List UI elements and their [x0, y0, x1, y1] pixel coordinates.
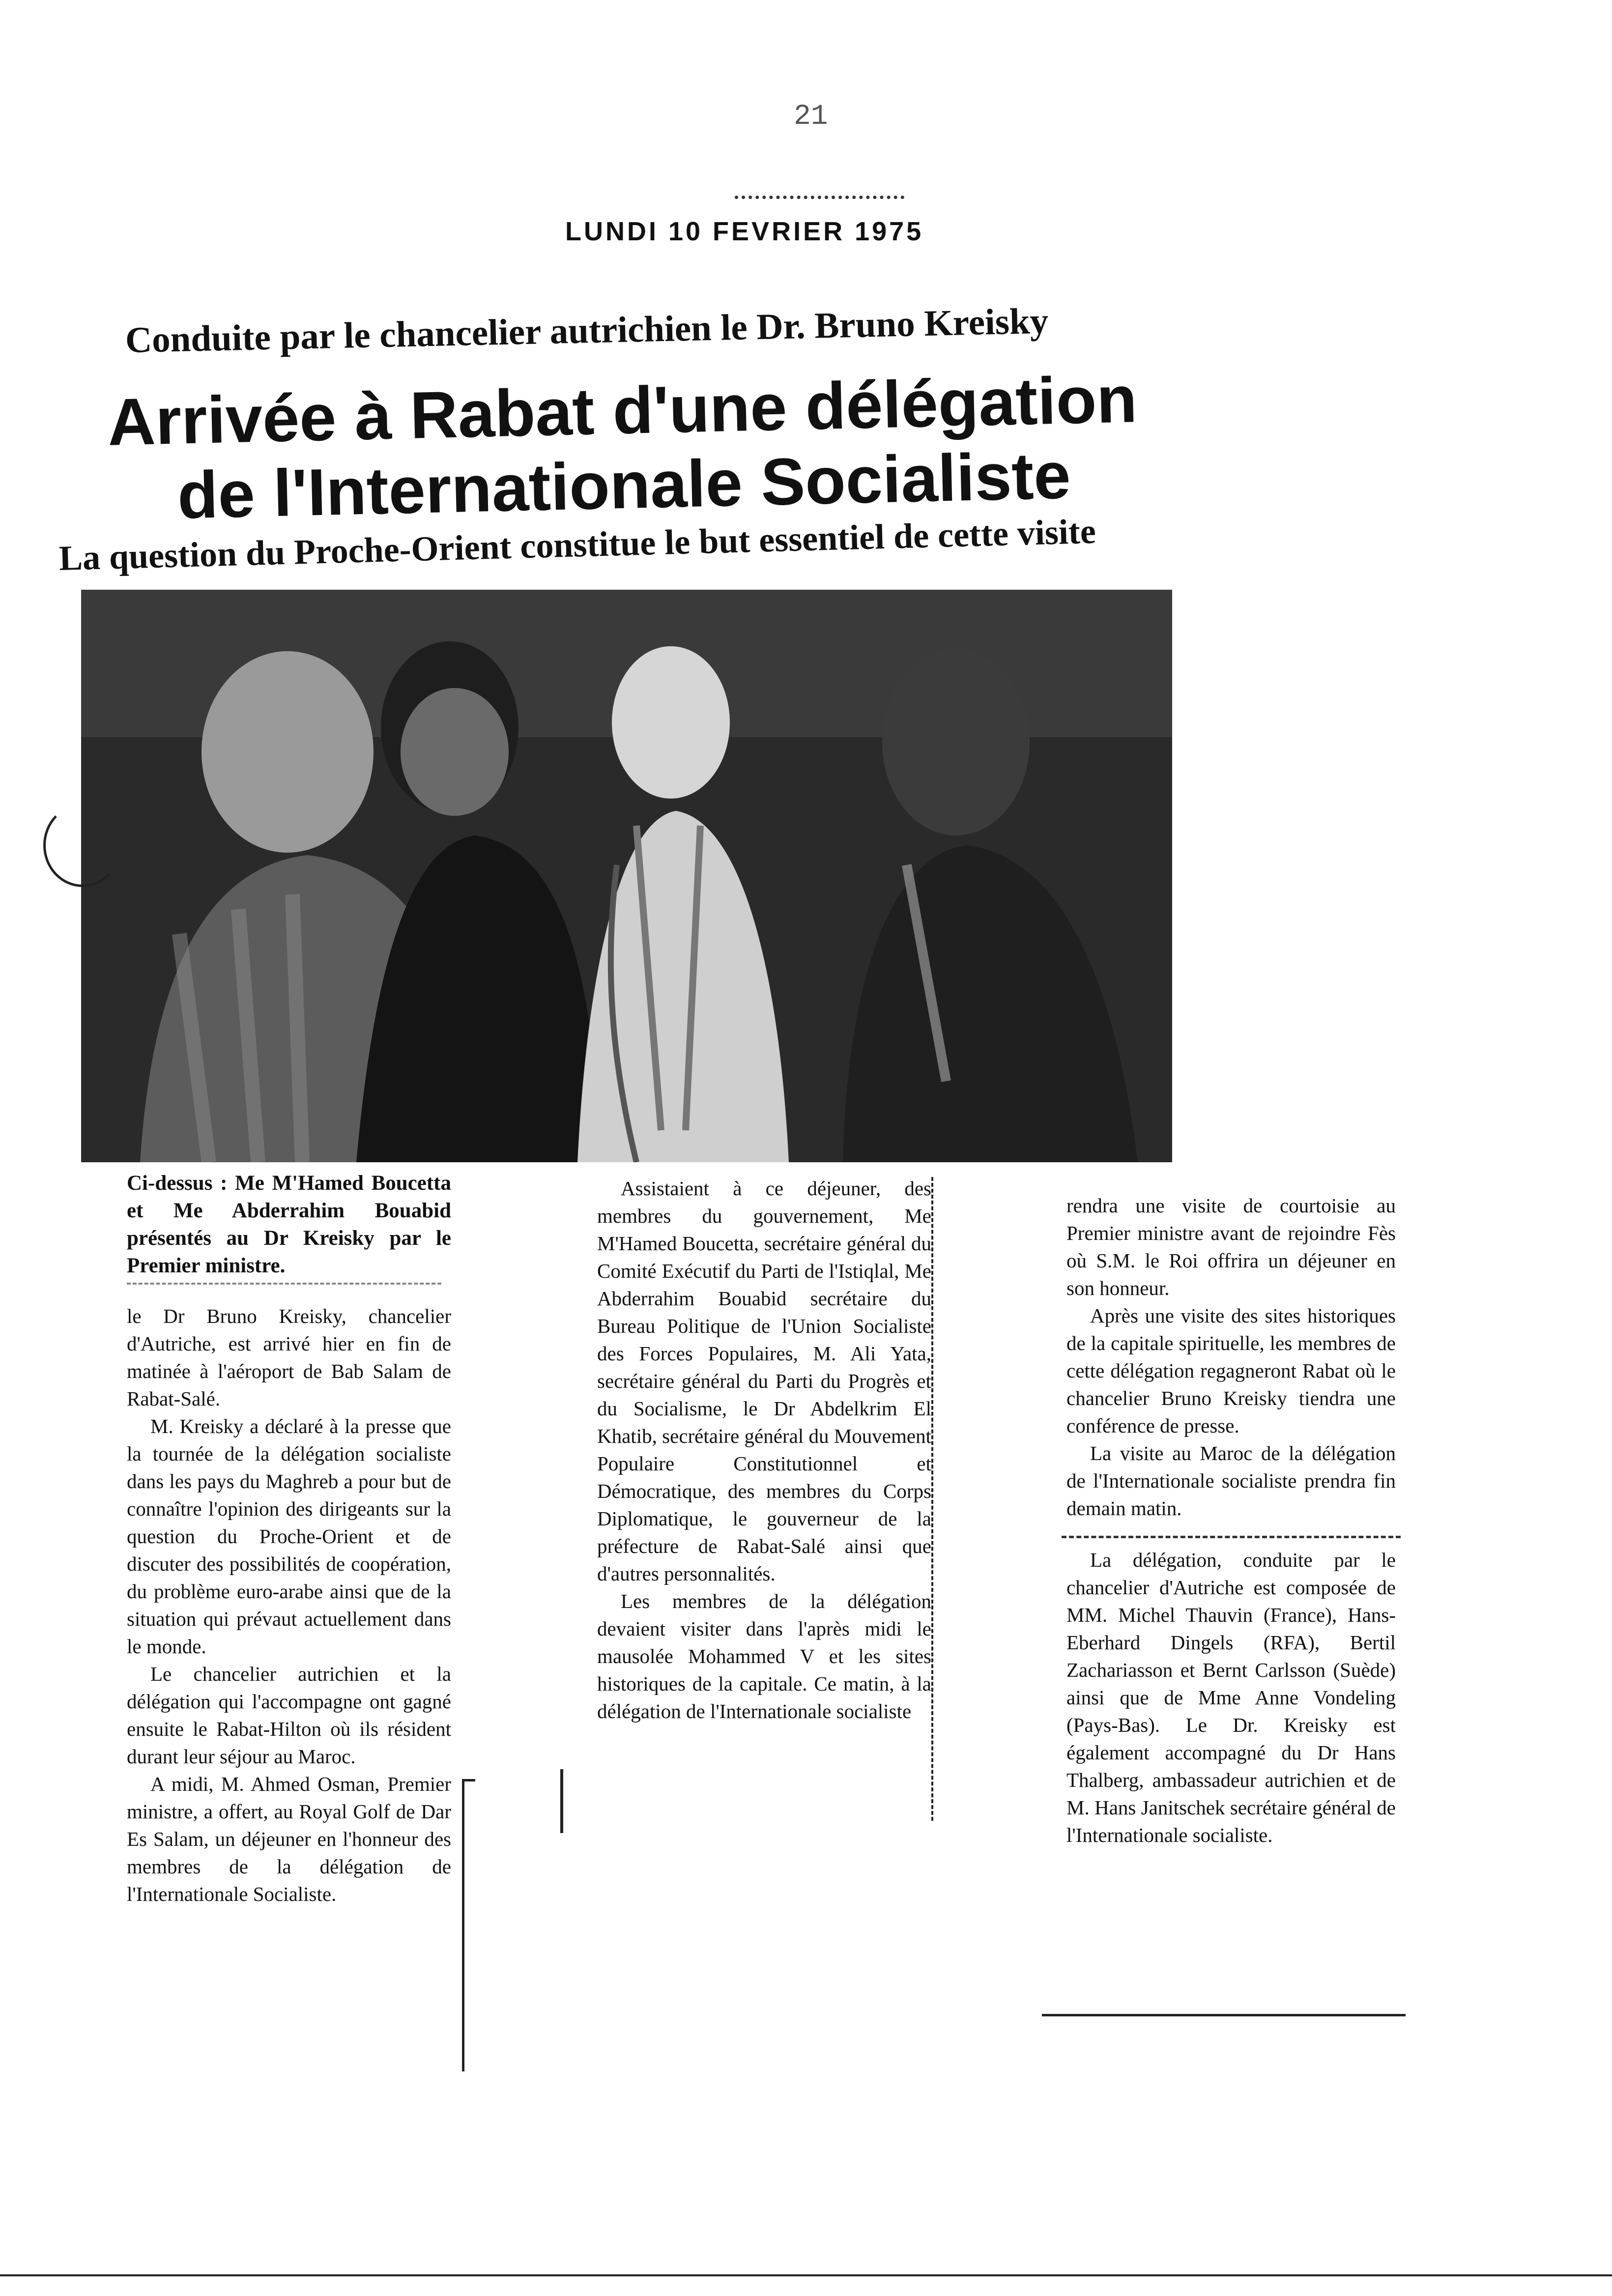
kicker: Conduite par le chancelier autrichien le Dr. Bruno Kreisky	[125, 300, 1049, 361]
bottom-rule	[0, 2274, 1612, 2276]
col3-paragraph-1: rendra une visite de courtoisie au Premier ministre avant de rejoindre Fès où S.M. le Roi offrira un déjeuner en son honneur.	[1066, 1194, 1396, 1299]
issue-date: LUNDI 10 FEVRIER 1975	[565, 217, 924, 246]
headline-line-1: Arrivée à Rabat d'une délégation	[107, 362, 1138, 459]
col1-paragraph-4: A midi, M. Ahmed Osman, Premier ministre, a offert, au Royal Golf de Dar Es Salam, un déjeuner en l'honneur des membres de la délégation de l'Internationale Socialiste.	[127, 1773, 451, 1905]
dotted-rule	[735, 196, 904, 199]
column-2	[597, 1175, 931, 1725]
col1-paragraph-1: le Dr Bruno Kreisky, chancelier d'Autriche, est arrivé hier en fin de matinée à l'aéroport de Bab Salam de Rabat-Salé.	[127, 1305, 451, 1410]
col3-paragraph-2: Après une visite des sites historiques de la capitale spirituelle, les membres de cette délégation regagneront Rabat où le chancelier Bruno Kreisky tiendra une conférence de presse.	[1066, 1304, 1396, 1437]
delegation-paragraph: La délégation, conduite par le chancelier d'Autriche est composée de MM. Michel Thauvin (France), Hans-Eberhard Dingels (RFA), Bertil Zachariasson et Bernt Carlsson (Suède) ainsi que de Mme Anne Vondeling (Pays-Bas). Le Dr. Kreisky est également accompagné du Dr Hans Thalberg, ambassadeur autrichien et de M. Hans Janitschek secrétaire général de l'Internationale socialiste.	[1066, 1549, 1396, 1846]
headline	[86, 361, 1160, 535]
news-photo	[81, 590, 1172, 1162]
col3-paragraph-3: La visite au Maroc de la délégation de l'Internationale socialiste prendra fin demain matin.	[1066, 1442, 1396, 1520]
column-1	[127, 1170, 451, 1908]
col2-paragraph-1: Assistaient à ce déjeuner, des membres du gouvernement, Me M'Hamed Boucetta, secrétaire général du Comité Exécutif du Parti de l'Istiqlal, Me Abderrahim Bouabid secrétaire du Bureau Politique de l'Union Socialiste des Forces Populaires, M. Ali Yata, secrétaire général du Parti du Progrès et du Socialisme, le Dr Abdelkrim El Khatib, secrétaire général du Mouvement Populaire Constitutionnel et Démocratique, des membres du Corps Diplomatique, le gouverneur de la préfecture de Rabat-Salé ainsi que d'autres personnalités.	[597, 1177, 931, 1585]
column-2-border	[931, 1177, 935, 1821]
struck-line	[127, 1283, 441, 1295]
column-3-divider	[1062, 1536, 1401, 1538]
page-number: 21	[794, 101, 828, 133]
column-2-mark	[560, 1769, 563, 1833]
col1-paragraph-2: M. Kreisky a déclaré à la presse que la tournée de la délégation socialiste dans les pays du Maghreb a pour but de connaître l'opinion des dirigeants sur la question du Proche-Orient et de discuter des possibilités de coopération, du problème euro-arabe ainsi que de la situation qui prévaut actuellement dans le monde.	[127, 1415, 451, 1658]
photo-figures	[81, 590, 1172, 1162]
col2-paragraph-2: Les membres de la délégation devaient visiter dans l'après midi le mausolée Mohammed V et les sites historiques de la capitale. Ce matin, à la délégation de l'Internationale socialiste	[597, 1590, 931, 1722]
headline-line-2: de l'Internationale Socialiste	[176, 438, 1072, 533]
photo-caption: Ci-dessus : Me M'Hamed Boucetta et Me Abderrahim Bouabid présentés au Dr Kreisky par le Premier ministre.	[127, 1172, 451, 1277]
faint-stamp	[580, 137, 742, 165]
column-1-bracket	[462, 1779, 475, 2071]
deck: La question du Proche-Orient constitue le but essentiel de cette visite	[58, 511, 1096, 578]
column-3	[1066, 1192, 1396, 1849]
column-3-end-rule	[1042, 2014, 1406, 2016]
punch-hole	[43, 804, 122, 887]
col1-paragraph-3: Le chancelier autrichien et la délégation qui l'accompagne ont gagné ensuite le Rabat-Hilton où ils résident durant leur séjour au Maroc.	[127, 1663, 451, 1768]
